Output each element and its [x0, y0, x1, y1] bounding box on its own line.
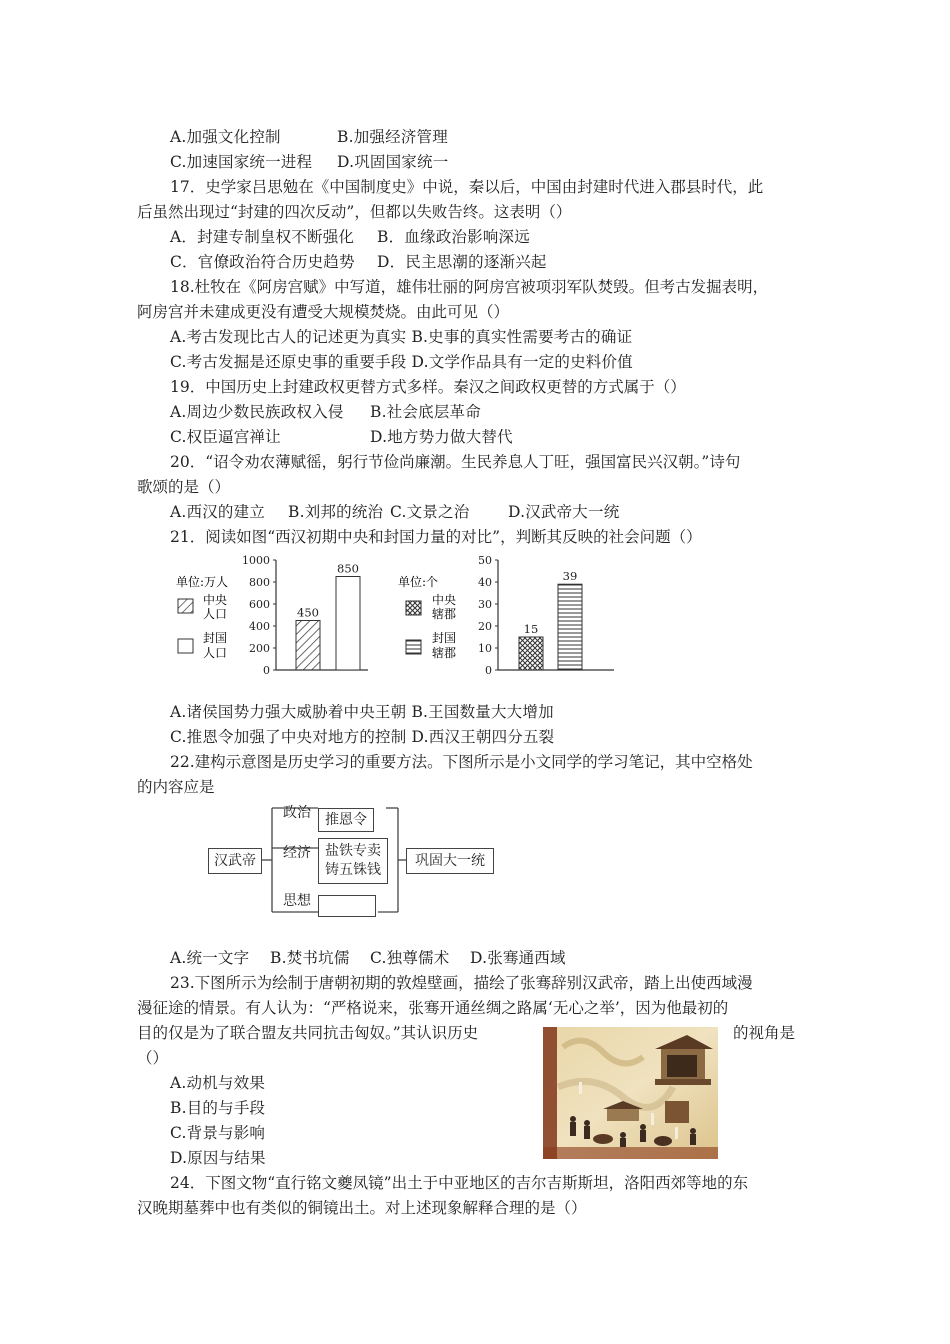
- q23-stem-line3b: 的视角是: [733, 1024, 796, 1042]
- q16-option-c: C.加速国家统一进程: [170, 153, 313, 171]
- q24-stem-line2: 汉晚期墓葬中也有类似的铜镜出土。对上述现象解释合理的是（）: [137, 1199, 587, 1217]
- q22-option-d: D.张骞通西域: [470, 949, 566, 967]
- chart2-legend-central-1: 中央: [432, 593, 457, 607]
- chart2-tick-label: 10: [478, 642, 492, 655]
- q17-option-c: C．官僚政治符合历史趋势: [170, 253, 355, 271]
- q17-option-a: A．封建专制皇权不断强化: [170, 228, 355, 246]
- q24-stem-line1: 24．下图文物“直行铭文夔凤镜”出土于中亚地区的吉尔吉斯斯坦，洛阳西郊等地的东: [170, 1174, 749, 1192]
- q17-stem-line1: 17．史学家吕思勉在《中国制度史》中说，秦以后，中国由封建时代进入郡县时代，此: [170, 178, 764, 196]
- q22-option-b: B.焚书坑儒: [270, 949, 350, 967]
- q21-stem: 21．阅读如图“西汉初期中央和封国力量的对比”，判断其反映的社会问题（）: [170, 528, 702, 546]
- q22-stem-line1: 22.建构示意图是历史学习的重要方法。下图所示是小文同学的学习笔记，其中空格处: [170, 753, 753, 771]
- chart1-bar: [296, 621, 320, 671]
- q22-option-c: C.独尊儒术: [370, 949, 450, 967]
- chart2-bar: [558, 584, 582, 670]
- diagram-economy-item-1: 盐铁专卖: [325, 843, 381, 859]
- chart2-tick-label: 40: [478, 576, 492, 589]
- q19-option-c: C.权臣逼宫禅让: [170, 428, 281, 446]
- q18-stem-line2: 阿房宫并未建成更没有遭受大规模焚烧。由此可见（）: [137, 303, 510, 321]
- q16-option-d: D.巩固国家统一: [337, 153, 449, 171]
- chart2-tick-label: 0: [485, 664, 492, 677]
- q23-option-b: B.目的与手段: [170, 1099, 266, 1117]
- q18-options-cd: C.考古发掘是还原史事的重要手段 D.文学作品具有一定的史料价值: [170, 353, 633, 371]
- chart1-bar: [336, 577, 360, 671]
- chart2-legend-central-2: 辖郡: [432, 607, 457, 621]
- chart2-legend-swatch-fief: [406, 640, 421, 654]
- diagram-economy-item-2: 铸五铢钱: [325, 862, 381, 878]
- q22-stem-line2: 的内容应是: [137, 778, 215, 796]
- chart1-tick-label: 1000: [242, 554, 270, 567]
- chart1-legend-fief-1: 封国: [203, 631, 228, 645]
- diagram-result-box: 巩固大一统: [406, 848, 494, 874]
- chart1-legend-central-1: 中央: [203, 593, 228, 607]
- q22-concept-diagram: [200, 798, 500, 923]
- chart1-tick-label: 400: [249, 620, 270, 633]
- q20-stem-line1: 20．“诏令劝农薄赋徭，躬行节俭尚廉潮。生民养息人丁旺，强国富民兴汉朝。”诗句: [170, 453, 741, 471]
- chart2-tick-label: 30: [478, 598, 492, 611]
- q21-options-ab: A.诸侯国势力强大威胁着中央王朝 B.王国数量大大增加: [170, 703, 554, 721]
- chart1-tick-label: 0: [263, 664, 270, 677]
- q16-option-b: B.加强经济管理: [337, 128, 448, 146]
- chart1-data-label: 450: [297, 605, 319, 620]
- q19-stem: 19．中国历史上封建政权更替方式多样。秦汉之间政权更替的方式属于（）: [170, 378, 686, 396]
- q17-option-b: B．血缘政治影响深远: [377, 228, 530, 246]
- chart2-tick-label: 50: [478, 554, 492, 567]
- diagram-root-box: 汉武帝: [208, 848, 262, 874]
- q20-option-c: C.文景之治: [390, 503, 470, 521]
- q18-options-ab: A.考古发现比古人的记述更为真实 B.史事的真实性需要考古的确证: [170, 328, 633, 346]
- chart1-legend-central-2: 人口: [203, 607, 228, 621]
- diagram-branch-politics: 政治: [283, 805, 311, 821]
- chart1-legend-fief-2: 人口: [203, 646, 228, 660]
- chart1-tick-label: 800: [249, 576, 270, 589]
- chart1-tick-label: 600: [249, 598, 270, 611]
- chart1-unit-label: 单位:万人: [176, 575, 229, 589]
- q20-option-d: D.汉武帝大一统: [508, 503, 620, 521]
- q19-option-b: B.社会底层革命: [370, 403, 481, 421]
- q21-options-cd: C.推恩令加强了中央对地方的控制 D.西汉王朝四分五裂: [170, 728, 555, 746]
- diagram-branch-economy: 经济: [283, 845, 311, 861]
- q21-bar-charts: [170, 548, 620, 683]
- chart1-tick-label: 200: [249, 642, 270, 655]
- q23-option-c: C.背景与影响: [170, 1124, 266, 1142]
- diagram-thought-blank-box: [318, 895, 376, 917]
- chart2-data-label: 39: [562, 569, 578, 584]
- q23-option-a: A.动机与效果: [170, 1074, 266, 1092]
- q19-option-a: A.周边少数民族政权入侵: [170, 403, 344, 421]
- q20-option-b: B.刘邦的统治: [288, 503, 384, 521]
- q23-stem-line1: 23.下图所示为绘制于唐朝初期的敦煌壁画，描绘了张骞辞别汉武帝，踏上出使西域漫: [170, 974, 753, 992]
- q23-stem-line2: 漫征途的情景。有人认为：“严格说来，张骞开通丝绸之路属‘无心之举’，因为他最初的: [137, 999, 729, 1017]
- chart2-unit-label: 单位:个: [398, 575, 439, 589]
- q19-option-d: D.地方势力做大替代: [370, 428, 513, 446]
- chart1-legend-swatch-fief: [178, 639, 193, 653]
- q16-option-a: A.加强文化控制: [170, 128, 281, 146]
- q18-stem-line1: 18.杜牧在《阿房宫赋》中写道，雄伟壮丽的阿房宫被项羽军队焚毁。但考古发掘表明，: [170, 278, 769, 296]
- q23-option-d: D.原因与结果: [170, 1149, 266, 1167]
- chart2-legend-fief-1: 封国: [432, 631, 457, 645]
- chart1-legend-swatch-central: [178, 599, 193, 613]
- chart2-data-label: 15: [523, 622, 539, 636]
- chart2-tick-label: 20: [478, 620, 492, 633]
- chart1-data-label: 850: [337, 561, 359, 576]
- chart2-legend-swatch-central: [406, 601, 421, 615]
- q17-stem-line2: 后虽然出现过“封建的四次反动”，但都以失败告终。这表明（）: [137, 203, 572, 221]
- q20-stem-line2: 歌颂的是（）: [137, 478, 231, 496]
- diagram-economy-box: [318, 838, 388, 884]
- q22-option-a: A.统一文字: [170, 949, 250, 967]
- chart2-bar: [519, 637, 543, 670]
- dunhuang-mural-image: [543, 1027, 718, 1159]
- q17-option-d: D．民主思潮的逐渐兴起: [377, 253, 547, 271]
- diagram-politics-box: 推恩令: [318, 808, 374, 832]
- q23-stem-line3a: 目的仅是为了联合盟友共同抗击匈奴。”其认识历史: [137, 1024, 479, 1042]
- q20-option-a: A.西汉的建立: [170, 503, 266, 521]
- q23-stem-line4: （）: [137, 1049, 169, 1067]
- chart2-legend-fief-2: 辖郡: [432, 646, 457, 660]
- diagram-branch-thought: 思想: [283, 893, 311, 909]
